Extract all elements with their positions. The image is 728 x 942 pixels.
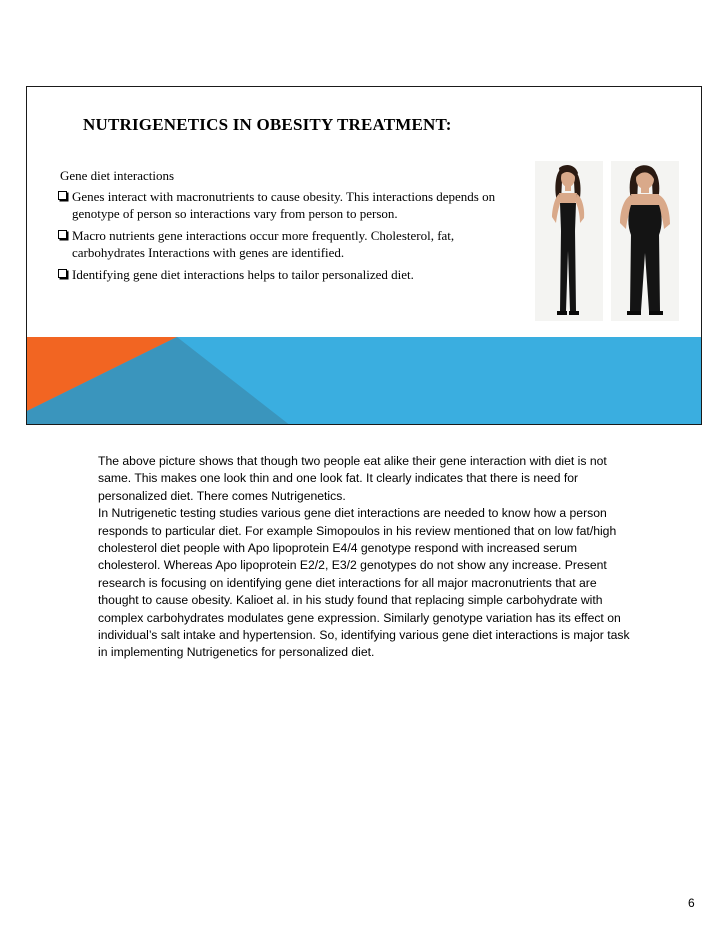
bullet-list (58, 188, 503, 288)
checkbox-bullet-icon (58, 230, 67, 239)
checkbox-bullet-icon (58, 269, 67, 278)
bullet-text: Macro nutrients gene interactions occur more frequently. Cholesterol, fat, carbohydrates Interactions with genes are identified. (72, 228, 455, 260)
body-paragraph-2: In Nutrigenetic testing studies various gene diet interactions are needed to know how a person responds to particular diet. For example Simopoulos in his review mentioned that on low fat/high cholesterol diet people with Apo lipoprotein E4/4 genotype respond with increased serum cholesterol. Whereas Apo lipoprotein E2/2, E3/2 genotypes do not show any increase. Present research is focusing on identifying gene diet interactions for all major macronutrients that are thought to cause obesity. Kalioet al. in his study found that replacing simple carbohydrate with complex carbohydrates modulates gene expression. Similarly genotype variation has its effect on individual’s salt intake and hypertension. So, identifying various gene diet interactions is major task in implementing Nutrigenetics for personalized diet. (98, 506, 630, 660)
page-number: 6 (688, 896, 695, 910)
slide-frame (26, 86, 702, 425)
bullet-item (58, 266, 503, 283)
slide-subheading: Gene diet interactions (60, 168, 175, 183)
thin-woman-photo (535, 161, 603, 321)
bullet-text: Genes interact with macronutrients to cause obesity. This interactions depends on genotype of person so interactions vary from person to person. (72, 189, 496, 221)
bullet-item (58, 188, 503, 222)
body-paragraph-1: The above picture shows that though two people eat alike their gene interaction with diet is not same. This makes one look thin and one look fat. It clearly indicates that there is need for personalized diet. There comes Nutrigenetics. (98, 454, 607, 503)
checkbox-bullet-icon (58, 191, 67, 200)
decorative-banner (27, 337, 702, 425)
body-text (98, 453, 633, 662)
heavy-woman-photo (611, 161, 679, 321)
slide-title: NUTRIGENETICS IN OBESITY TREATMENT: (83, 115, 452, 134)
bullet-text: Identifying gene diet interactions helps to tailor personalized diet. (72, 267, 414, 282)
bullet-item (58, 227, 503, 261)
